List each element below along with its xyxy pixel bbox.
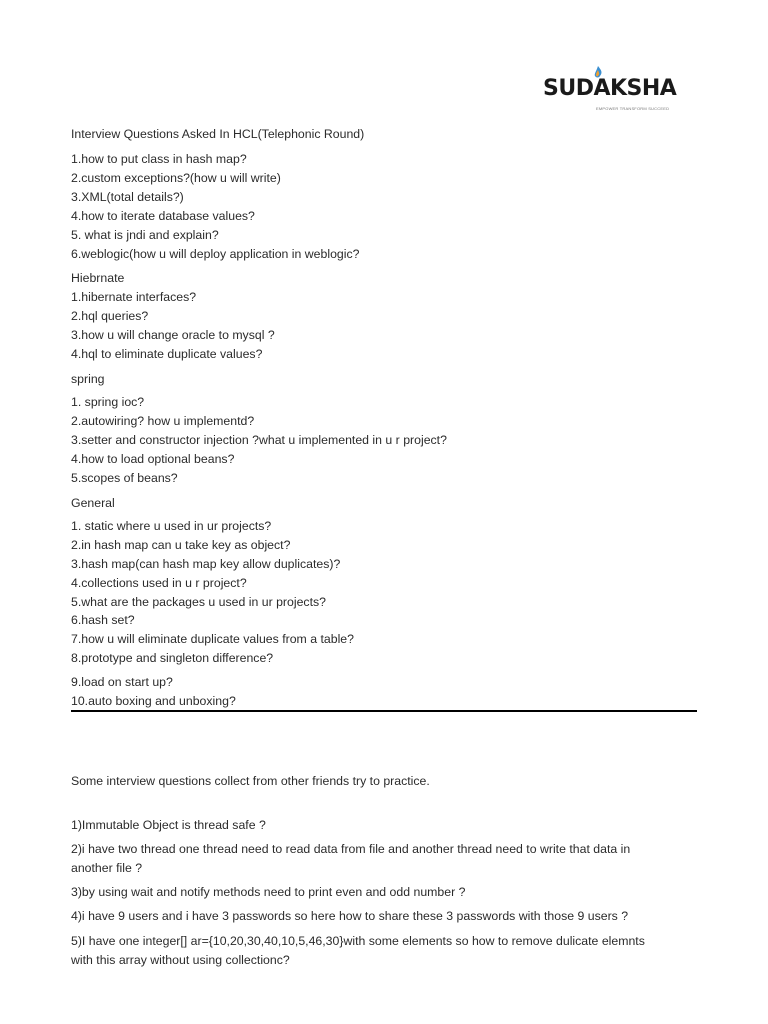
list-item: 3.hash map(can hash map key allow duplicates)? [71,557,341,571]
sudaksha-logo [540,64,677,116]
list-item: 3.XML(total details?) [71,190,184,204]
list-item: 4.how to iterate database values? [71,209,255,223]
section-heading-spring: spring [71,372,105,386]
logo-tagline: EMPOWER TRANSFORM SUCCEED [596,106,670,111]
list-item: 2.in hash map can u take key as object? [71,538,291,552]
friends-intro: Some interview questions collect from other friends try to practice. [71,774,430,788]
list-item: 1. spring ioc? [71,395,145,409]
list-item: 3.setter and constructor injection ?what u implemented in u r project? [71,433,447,447]
list-item: 6.hash set? [71,613,135,627]
list-item: 5. what is jndi and explain? [71,228,219,242]
list-item: 5.what are the packages u used in ur projects? [71,595,326,609]
list-item-continuation: with this array without using collectionc? [71,953,290,967]
list-item: 1.hibernate interfaces? [71,290,197,304]
section-heading-hibernate: Hiebrnate [71,271,125,285]
list-item: 5)I have one integer[] ar={10,20,30,40,10,5,46,30}with some elements so how to remove dulicate elemnts [71,934,645,948]
list-item: 10.auto boxing and unboxing? [71,694,236,708]
list-item: 2.custom exceptions?(how u will write) [71,171,281,185]
section-heading-general: General [71,496,115,510]
list-item: 3.how u will change oracle to mysql ? [71,328,275,342]
list-item: 1. static where u used in ur projects? [71,519,272,533]
list-item: 2)i have two thread one thread need to read data from file and another thread need to write that data in [71,842,631,856]
horizontal-rule [71,710,697,712]
list-item-continuation: another file ? [71,861,143,875]
document-title: Interview Questions Asked In HCL(Telephonic Round) [71,127,365,141]
logo-wordmark: SUDAKSHA [543,76,677,101]
list-item: 1.how to put class in hash map? [71,152,247,166]
list-item: 4)i have 9 users and i have 3 passwords so here how to share these 3 passwords with those 9 users ? [71,909,629,923]
list-item: 6.weblogic(how u will deploy application in weblogic? [71,247,360,261]
list-item: 4.collections used in u r project? [71,576,247,590]
list-item: 2.hql queries? [71,309,149,323]
list-item: 8.prototype and singleton difference? [71,651,274,665]
list-item: 2.autowiring? how u implementd? [71,414,255,428]
list-item: 9.load on start up? [71,675,173,689]
list-item: 7.how u will eliminate duplicate values from a table? [71,632,354,646]
list-item: 1)Immutable Object is thread safe ? [71,818,266,832]
list-item: 4.how to load optional beans? [71,452,235,466]
list-item: 3)by using wait and notify methods need to print even and odd number ? [71,885,466,899]
list-item: 4.hql to eliminate duplicate values? [71,347,263,361]
list-item: 5.scopes of beans? [71,471,178,485]
